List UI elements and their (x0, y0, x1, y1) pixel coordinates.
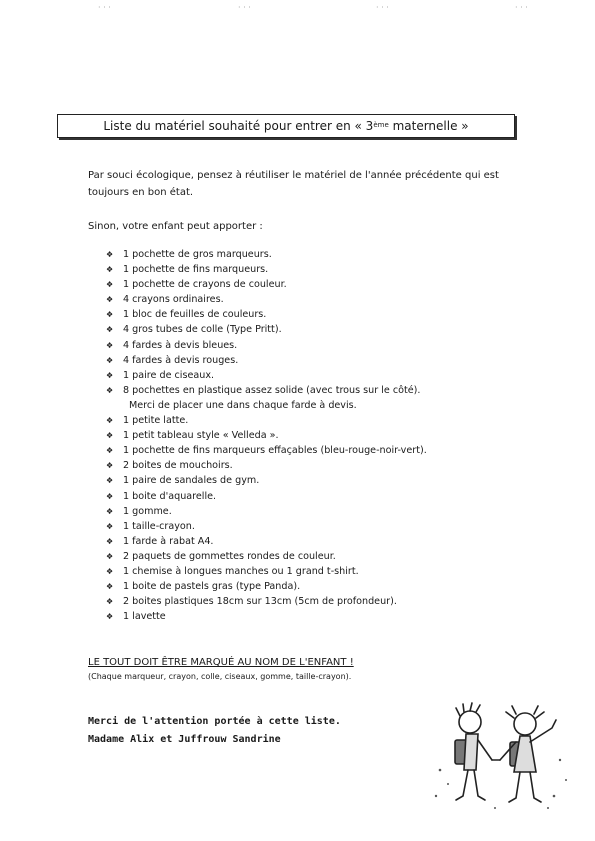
list-item-label: 1 chemise à longues manches ou 1 grand t-shirt. (123, 565, 359, 577)
list-item-label: 1 pochette de fins marqueurs effaçables (bleu-rouge-noir-vert). (123, 445, 427, 457)
thanks-line: Merci de l'attention portée à cette liste. (88, 716, 341, 727)
bullet-icon: ❖ (106, 370, 114, 380)
list-item (106, 413, 427, 428)
children-illustration (430, 700, 575, 820)
bullet-icon: ❖ (106, 536, 114, 546)
bullet-icon: ❖ (106, 582, 114, 592)
list-item (106, 519, 427, 534)
bullet-icon: ❖ (106, 446, 114, 456)
list-item (106, 473, 427, 488)
list-item-label: 1 gomme. (123, 505, 172, 517)
supply-list (106, 247, 427, 624)
list-item-label: 1 taille-crayon. (123, 520, 195, 532)
thanks-block (88, 713, 341, 749)
title-superscript: ème (373, 121, 389, 129)
bullet-icon: ❖ (106, 612, 114, 622)
list-item-label: 8 pochettes en plastique assez solide (avec trous sur le côté). (123, 384, 421, 396)
list-item (106, 277, 427, 292)
bullet-icon: ❖ (106, 431, 114, 441)
list-item-label: 1 boite de pastels gras (type Panda). (123, 581, 301, 593)
list-item (106, 307, 427, 322)
list-item-label: 1 petite latte. (123, 415, 189, 427)
list-item (106, 322, 427, 337)
list-item-label: 4 fardes à devis rouges. (123, 354, 239, 366)
list-item (106, 564, 427, 579)
scan-mark: · · · (515, 3, 528, 12)
bullet-icon: ❖ (106, 250, 114, 259)
list-item (106, 368, 427, 383)
list-item (106, 398, 427, 413)
bullet-icon: ❖ (106, 310, 114, 320)
list-item-label: 2 paquets de gommettes rondes de couleur. (123, 550, 336, 562)
bullet-icon: ❖ (106, 295, 114, 305)
list-item (106, 247, 427, 262)
list-item (106, 383, 427, 398)
list-item (106, 504, 427, 519)
bullet-icon: ❖ (106, 355, 114, 365)
title-suffix: maternelle » (388, 119, 469, 133)
scan-mark: · · · (238, 3, 251, 12)
list-item-label: 4 crayons ordinaires. (123, 294, 224, 306)
bullet-icon: ❖ (106, 521, 114, 531)
bullet-icon: ❖ (106, 476, 114, 486)
list-item-label: 1 paire de sandales de gym. (123, 475, 260, 487)
list-item (106, 262, 427, 277)
list-item (106, 428, 427, 443)
list-item-label: 1 paire de ciseaux. (123, 369, 215, 381)
bullet-icon: ❖ (106, 280, 114, 290)
list-item (106, 549, 427, 564)
bullet-icon: ❖ (106, 506, 114, 516)
list-item-label: 1 petit tableau style « Velleda ». (123, 430, 279, 442)
list-item (106, 458, 427, 473)
list-item (106, 489, 427, 504)
list-item-label: 1 pochette de crayons de couleur. (123, 279, 287, 291)
list-item-label: 1 pochette de gros marqueurs. (123, 249, 272, 260)
list-item-label: 1 farde à rabat A4. (123, 535, 214, 547)
list-item (106, 579, 427, 594)
bullet-icon: ❖ (106, 461, 114, 471)
bullet-icon: ❖ (106, 416, 114, 426)
scan-mark: · · · (98, 3, 111, 12)
title-prefix: Liste du matériel souhaité pour entrer en « 3 (103, 119, 374, 133)
scan-mark: · · · (376, 3, 389, 12)
list-item (106, 353, 427, 368)
list-item-label: 1 lavette (123, 611, 166, 623)
list-item (106, 443, 427, 458)
list-item-label: 2 boites plastiques 18cm sur 13cm (5cm de profondeur). (123, 596, 397, 608)
bullet-icon: ❖ (106, 340, 114, 350)
list-item-label: 1 bloc de feuilles de couleurs. (123, 309, 267, 321)
list-item (106, 534, 427, 549)
notice-detail: (Chaque marqueur, crayon, colle, ciseaux, gomme, taille-crayon). (88, 672, 352, 681)
list-item (106, 594, 427, 609)
list-item-note: Merci de placer une dans chaque farde à devis. (129, 399, 357, 411)
bullet-icon: ❖ (106, 491, 114, 501)
bullet-icon: ❖ (106, 597, 114, 607)
notice-heading: LE TOUT DOIT ÊTRE MARQUÉ AU NOM DE L'ENFANT ! (88, 657, 354, 668)
bullet-icon: ❖ (106, 385, 114, 395)
list-item-label: 2 boites de mouchoirs. (123, 460, 233, 472)
sinon-line: Sinon, votre enfant peut apporter : (88, 221, 263, 232)
list-item-label: 4 fardes à devis bleues. (123, 339, 238, 351)
page-title (57, 114, 515, 138)
list-item (106, 609, 427, 624)
list-item-label: 1 pochette de fins marqueurs. (123, 264, 269, 276)
list-item-label: 4 gros tubes de colle (Type Pritt). (123, 324, 282, 336)
list-item-label: 1 boite d'aquarelle. (123, 490, 217, 502)
list-item (106, 292, 427, 307)
bullet-icon: ❖ (106, 566, 114, 576)
list-item (106, 338, 427, 353)
signature-line: Madame Alix et Juffrouw Sandrine (88, 734, 281, 745)
bullet-icon: ❖ (106, 265, 114, 275)
intro-paragraph: Par souci écologique, pensez à réutiliser le matériel de l'année précédente qui est toujours en bon état. (88, 170, 499, 198)
bullet-icon: ❖ (106, 551, 114, 561)
bullet-icon: ❖ (106, 325, 114, 335)
